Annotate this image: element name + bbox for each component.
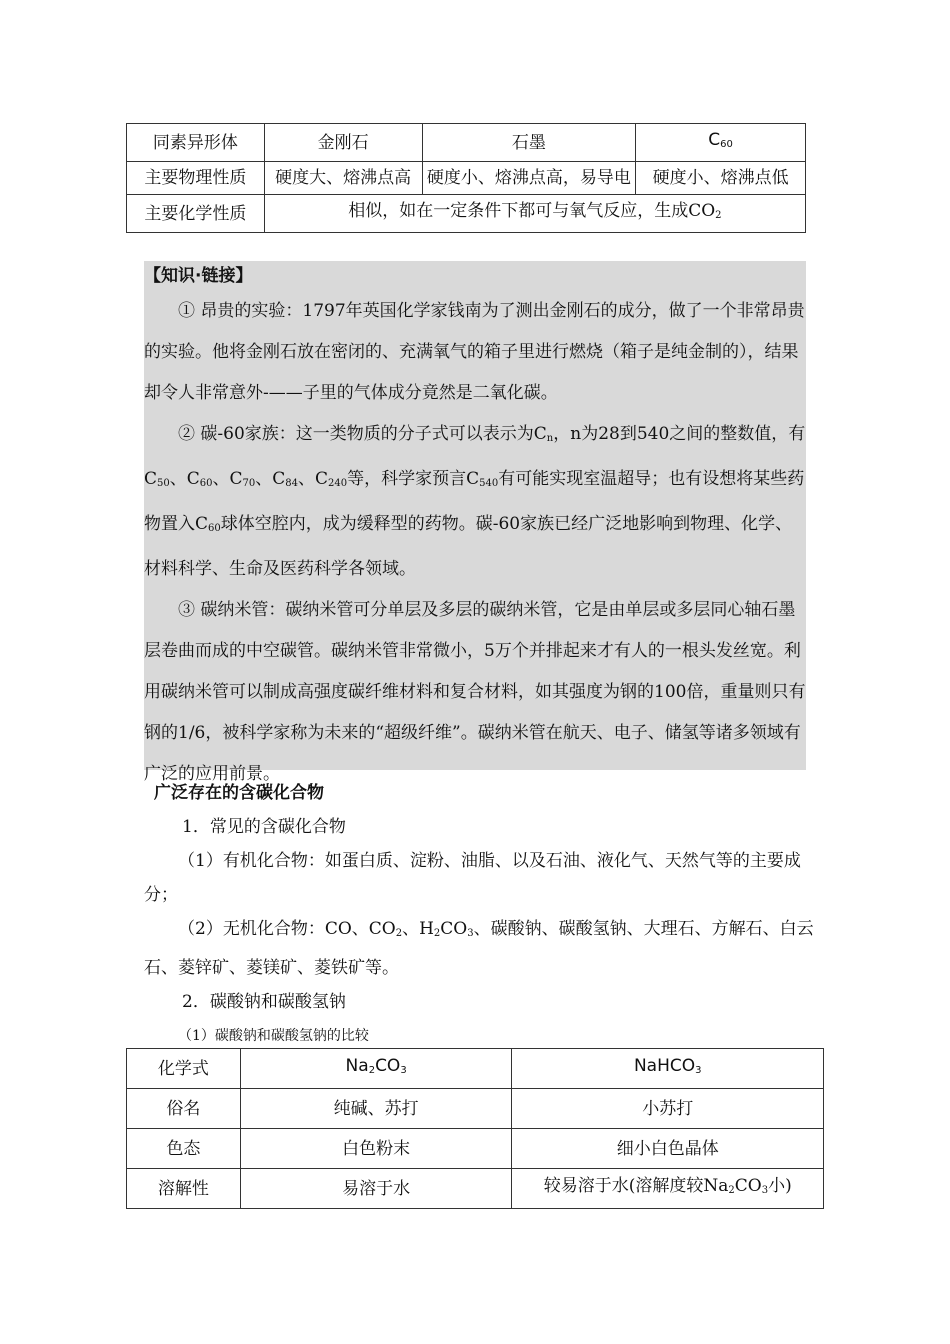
- list-item: （2）无机化合物：CO、$CO_2$、$H_2CO_3$、碳酸钠、碳酸氢钠、大理石、方解石、白云石、菱锌矿、菱镁矿、菱铁矿等。: [144, 919, 814, 978]
- table-cell: 主要物理性质: [127, 162, 265, 195]
- table-row: [127, 1089, 824, 1129]
- knowledge-heading: 【知识·链接】: [144, 266, 253, 286]
- table-cell: $C_{60}$: [636, 124, 806, 162]
- list-item: （1）碳酸钠和碳酸氢钠的比较: [178, 1028, 369, 1044]
- list-item: 2．碳酸钠和碳酸氢钠: [182, 992, 346, 1012]
- table-cell: 俗名: [127, 1089, 241, 1129]
- table-cell: 硬度小、熔沸点低: [636, 162, 806, 195]
- table-cell: 石墨: [422, 124, 636, 162]
- table-cell: 硬度小、熔沸点高，易导电: [422, 162, 636, 195]
- table-row: [127, 162, 806, 195]
- allotrope-table: [126, 123, 806, 233]
- knowledge-paragraph: ③ 碳纳米管：碳纳米管可分单层及多层的碳纳米管，它是由单层或多层同心轴石墨层卷曲而成的中空碳管。碳纳米管非常微小，5万个并排起来才有人的一根头发丝宽。利用碳纳米管可以制成高强度碳纤维材料和复合材料，如其强度为钢的100倍，重量则只有钢的1/6，被科学家称为未来的“超级纤维”。碳纳米管在航天、电子、储氢等诸多领域有广泛的应用前景。: [144, 600, 806, 784]
- list-item: （1）有机化合物：如蛋白质、淀粉、油脂、以及石油、液化气、天然气等的主要成分；: [144, 851, 801, 905]
- table-cell: 白色粉末: [240, 1129, 512, 1169]
- sodium-carbonate-table: [126, 1048, 824, 1209]
- table-cell: 较易溶于水(溶解度较$Na_2CO_3$小): [512, 1169, 824, 1209]
- table-row: [127, 1169, 824, 1209]
- table-cell: 化学式: [127, 1049, 241, 1089]
- table-cell: 相似，如在一定条件下都可与氧气反应，生成$CO_2$: [264, 195, 805, 233]
- table-row: [127, 1129, 824, 1169]
- table-cell: 纯碱、苏打: [240, 1089, 512, 1129]
- table-cell: $Na_2CO_3$: [240, 1049, 512, 1089]
- knowledge-paragraph: ① 昂贵的实验：1797年英国化学家钱南为了测出金刚石的成分，做了一个非常昂贵的实验。他将金刚石放在密闭的、充满氧气的箱子里进行燃烧（箱子是纯金制的），结果却令人非常意外-——子里的气体成分竟然是二氧化碳。: [144, 301, 805, 403]
- table-cell: 色态: [127, 1129, 241, 1169]
- table-row: [127, 1049, 824, 1089]
- table-cell: NaHCO$_3$: [512, 1049, 824, 1089]
- list-item: 1．常见的含碳化合物: [182, 817, 346, 837]
- table-cell: 主要化学性质: [127, 195, 265, 233]
- table-row: [127, 195, 806, 233]
- table-cell: 同素异形体: [127, 124, 265, 162]
- knowledge-link-box: [144, 261, 806, 784]
- table-cell: 易溶于水: [240, 1169, 512, 1209]
- table-cell: 金刚石: [264, 124, 422, 162]
- table-cell: 细小白色晶体: [512, 1129, 824, 1169]
- table-cell: 小苏打: [512, 1089, 824, 1129]
- table-row: [127, 124, 806, 162]
- section-title: 广泛存在的含碳化合物: [154, 783, 324, 803]
- table-cell: 溶解性: [127, 1169, 241, 1209]
- knowledge-paragraph: ② 碳-60家族：这一类物质的分子式可以表示为$C_n$，n为28到540之间的整数值，有$C_{50}$、$C_{60}$、$C_{70}$、$C_{84}$、$C_{240}$等，科学家预言$C_{540}$有可能实现室温超导；也有设想将某些药物置入$C_{60}$球体空腔内，成为缓释型的药物。碳-60家族已经广泛地影响到物理、化学、材料科学、生命及医药科学各领域。: [144, 424, 806, 579]
- table-cell: 硬度大、熔沸点高: [264, 162, 422, 195]
- carbon-compounds-section: [144, 776, 824, 1053]
